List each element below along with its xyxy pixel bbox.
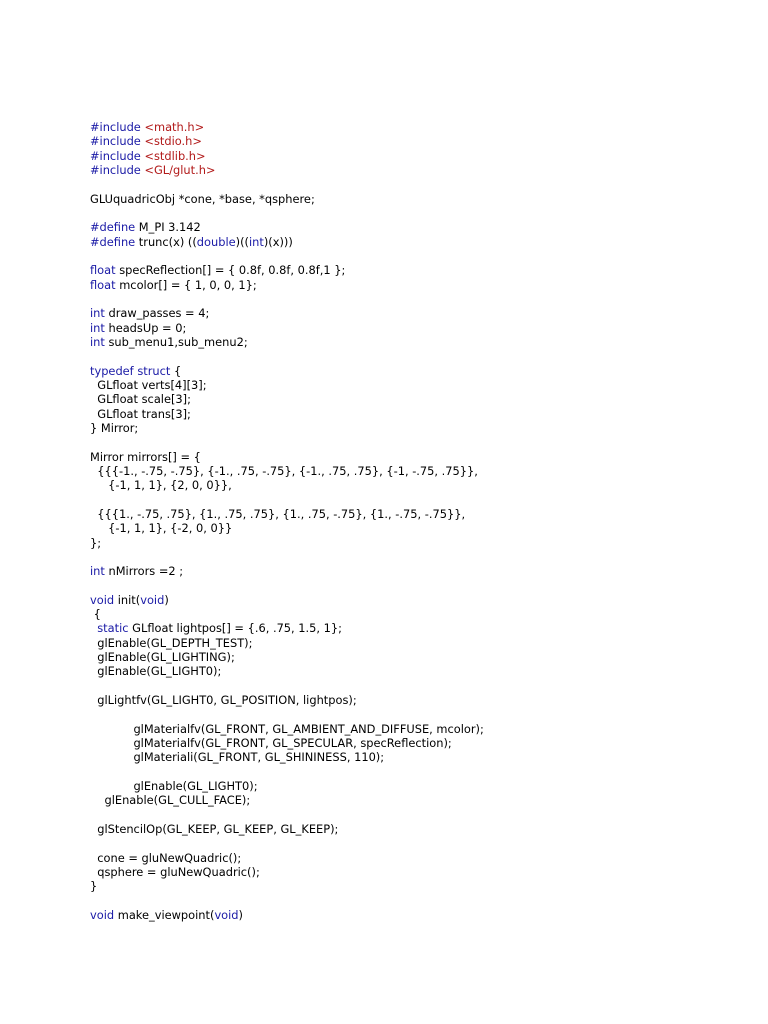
code-text: )(x)))	[263, 234, 293, 249]
code-line	[90, 278, 750, 292]
code-line	[90, 478, 750, 492]
code-keyword: #include	[90, 120, 145, 134]
code-keyword: int	[90, 306, 105, 321]
code-line	[90, 521, 750, 535]
code-line	[90, 464, 750, 478]
code-line	[90, 536, 750, 550]
code-line	[90, 593, 750, 607]
code-string: <GL/glut.h>	[144, 162, 216, 177]
blank-line	[90, 493, 750, 507]
code-line	[90, 822, 750, 836]
code-text: GLfloat trans[3];	[90, 406, 191, 421]
code-line	[90, 908, 750, 922]
code-line	[90, 149, 750, 163]
code-keyword: static	[97, 621, 129, 636]
code-text: glLightfv(GL_LIGHT0, GL_POSITION, lightpos);	[90, 693, 357, 708]
code-listing	[90, 120, 750, 922]
blank-line	[90, 894, 750, 908]
code-keyword: int	[90, 564, 105, 579]
code-text: GLfloat verts[4][3];	[90, 377, 207, 392]
code-text: mcolor[] = { 1, 0, 0, 1};	[115, 277, 257, 292]
code-text: glMaterialfv(GL_FRONT, GL_AMBIENT_AND_DIFFUSE, mcolor);	[90, 721, 484, 736]
code-string: <stdlib.h>	[144, 148, 206, 163]
blank-line	[90, 679, 750, 693]
code-line	[90, 650, 750, 664]
code-keyword: #include	[90, 134, 145, 149]
code-text: {	[170, 363, 182, 378]
code-text: {{{1., -.75, .75}, {1., .75, .75}, {1., .75, -.75}, {1., -.75, -.75}},	[90, 506, 466, 521]
code-text: init(	[114, 592, 141, 607]
blank-line	[90, 292, 750, 306]
code-string: <math.h>	[144, 120, 205, 134]
blank-line	[90, 177, 750, 191]
code-text: GLfloat lightpos[] = {.6, .75, 1.5, 1};	[128, 621, 342, 636]
code-text: glMaterialfv(GL_FRONT, GL_SPECULAR, specReflection);	[90, 736, 452, 751]
code-line	[90, 120, 750, 134]
blank-line	[90, 435, 750, 449]
blank-line	[90, 808, 750, 822]
code-text: }	[90, 879, 98, 894]
code-line	[90, 779, 750, 793]
code-text: glEnable(GL_LIGHT0);	[90, 779, 258, 794]
code-line	[90, 134, 750, 148]
code-line	[90, 865, 750, 879]
blank-line	[90, 206, 750, 220]
code-text: Mirror mirrors[] = {	[90, 449, 201, 464]
code-line	[90, 364, 750, 378]
code-line	[90, 263, 750, 277]
code-line	[90, 321, 750, 335]
code-text: } Mirror;	[90, 420, 139, 435]
code-keyword: void	[90, 908, 115, 923]
code-line	[90, 607, 750, 621]
code-text: make_viewpoint(	[114, 908, 215, 923]
code-keyword: double	[196, 234, 236, 249]
code-text: {	[90, 607, 101, 622]
code-keyword: void	[214, 908, 239, 923]
code-line	[90, 378, 750, 392]
code-text: {-1, 1, 1}, {-2, 0, 0}}	[90, 521, 233, 536]
code-text: };	[90, 535, 102, 550]
blank-line	[90, 249, 750, 263]
code-keyword: float	[90, 277, 116, 292]
code-text: trunc(x) ((	[135, 234, 197, 249]
code-text: GLUquadricObj *cone, *base, *qsphere;	[90, 191, 315, 206]
code-line	[90, 421, 750, 435]
code-text: cone = gluNewQuadric();	[90, 850, 242, 865]
code-line	[90, 664, 750, 678]
code-line	[90, 736, 750, 750]
code-text: glStencilOp(GL_KEEP, GL_KEEP, GL_KEEP);	[90, 822, 339, 837]
code-text: glMateriali(GL_FRONT, GL_SHININESS, 110);	[90, 750, 385, 765]
code-line	[90, 750, 750, 764]
code-line	[90, 192, 750, 206]
code-keyword: int	[90, 320, 105, 335]
code-text: draw_passes = 4;	[104, 306, 210, 321]
code-text: glEnable(GL_DEPTH_TEST);	[90, 635, 253, 650]
blank-line	[90, 707, 750, 721]
code-line	[90, 693, 750, 707]
code-keyword: void	[140, 592, 165, 607]
code-line	[90, 507, 750, 521]
blank-line	[90, 579, 750, 593]
code-line	[90, 722, 750, 736]
code-text: qsphere = gluNewQuadric();	[90, 865, 260, 880]
code-line	[90, 392, 750, 406]
blank-line	[90, 836, 750, 850]
code-keyword: #define	[90, 234, 136, 249]
code-keyword: float	[90, 263, 116, 278]
code-line	[90, 621, 750, 635]
code-text: specReflection[] = { 0.8f, 0.8f, 0.8f,1 };	[115, 263, 346, 278]
code-text: M_PI 3.142	[135, 220, 201, 235]
code-keyword: int	[90, 334, 105, 349]
code-line	[90, 851, 750, 865]
code-text: )((	[235, 234, 249, 249]
code-string: <stdio.h>	[144, 134, 202, 149]
code-line	[90, 450, 750, 464]
code-text: GLfloat scale[3];	[90, 392, 191, 407]
code-keyword: void	[90, 592, 115, 607]
blank-line	[90, 765, 750, 779]
code-text: glEnable(GL_LIGHT0);	[90, 664, 222, 679]
code-text: sub_menu1,sub_menu2;	[104, 334, 248, 349]
blank-line	[90, 349, 750, 363]
code-text: headsUp = 0;	[104, 320, 187, 335]
code-text: )	[238, 908, 243, 923]
code-line	[90, 636, 750, 650]
code-line	[90, 335, 750, 349]
code-line	[90, 220, 750, 234]
code-text: glEnable(GL_CULL_FACE);	[90, 793, 251, 808]
code-keyword: #include	[90, 148, 145, 163]
code-line	[90, 879, 750, 893]
code-keyword: #define	[90, 220, 136, 235]
code-keyword: struct	[137, 363, 171, 378]
code-line	[90, 793, 750, 807]
code-text: {-1, 1, 1}, {2, 0, 0}},	[90, 478, 232, 493]
code-text: nMirrors =2 ;	[104, 564, 184, 579]
blank-line	[90, 550, 750, 564]
code-text: glEnable(GL_LIGHTING);	[90, 650, 235, 665]
code-text: )	[164, 592, 169, 607]
code-line	[90, 564, 750, 578]
code-line	[90, 235, 750, 249]
code-keyword: #include	[90, 162, 145, 177]
code-line	[90, 163, 750, 177]
code-text: {{{-1., -.75, -.75}, {-1., .75, -.75}, {-1., .75, .75}, {-1, -.75, .75}},	[90, 463, 478, 478]
code-line	[90, 306, 750, 320]
code-line	[90, 407, 750, 421]
code-keyword: typedef	[90, 363, 134, 378]
code-keyword: int	[248, 234, 264, 249]
